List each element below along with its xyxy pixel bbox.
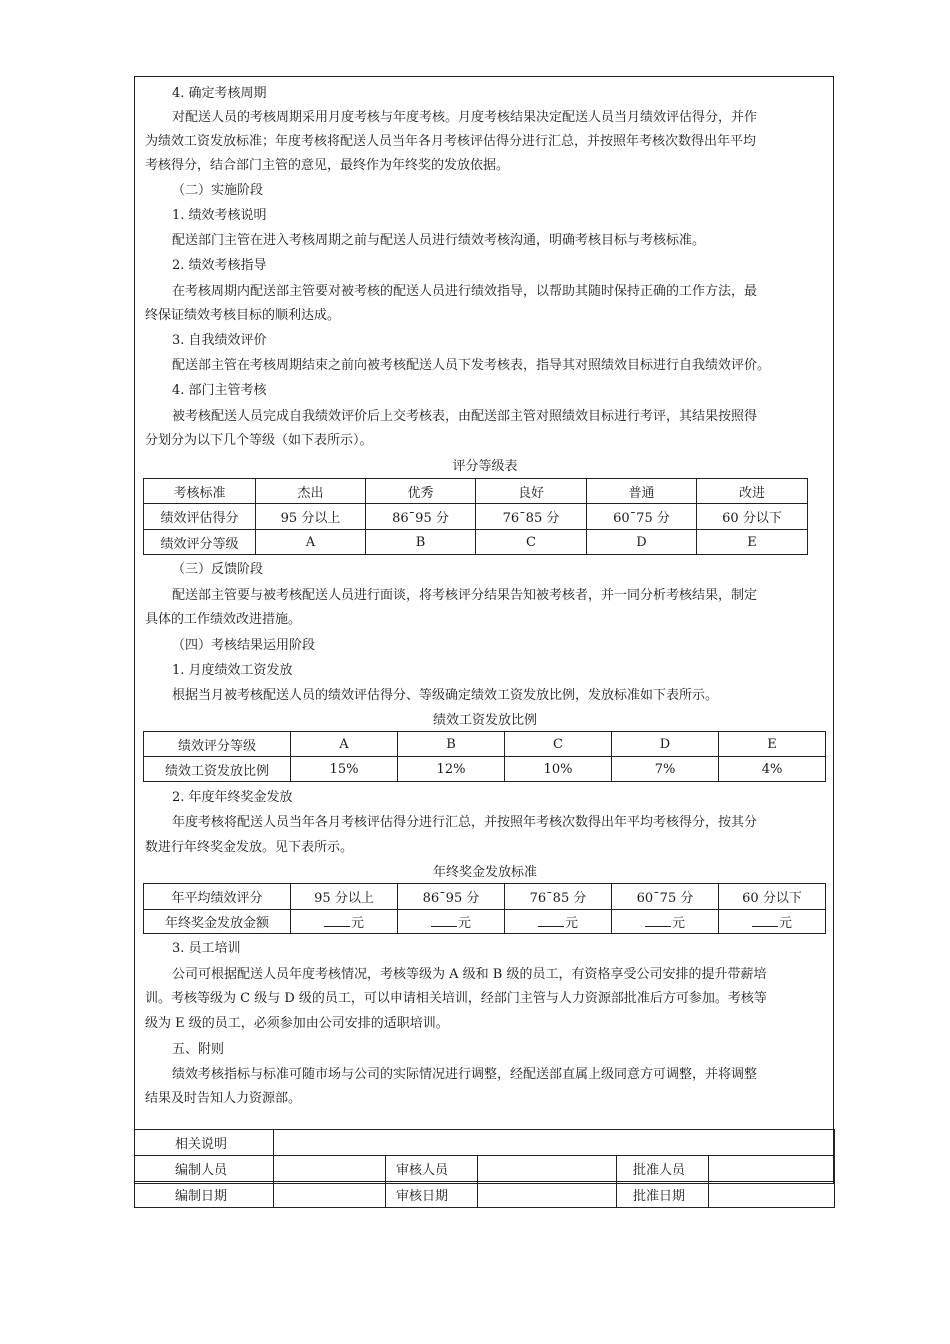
table-cell: 考核标准 [144,479,256,504]
table-row [144,504,808,530]
paragraph-line: 考核得分，结合部门主管的意见，最终作为年终奖的发放依据。 [145,158,510,173]
approver-field[interactable] [709,1156,835,1182]
table-caption-ratio: 绩效工资发放比例 [432,713,537,728]
approver-label: 批准人员 [617,1156,709,1182]
table-caption-bonus: 年终奖金发放标准 [432,865,537,880]
bonus-table [143,883,826,934]
table-cell: 86¯95 分 [398,884,505,910]
paragraph-line: 对配送人员的考核周期采用月度考核与年度考核。月度考核结果决定配送人员当月绩效评估得分，并作 [172,110,758,125]
table-cell: C [476,530,587,555]
table-cell: 年平均绩效评分 [144,884,291,910]
paragraph-line: 配送部主管在考核周期结束之前向被考核配送人员下发考核表，指导其对照绩效目标进行自我绩效评价。 [172,358,771,373]
paragraph-line: 具体的工作绩效改进措施。 [145,612,302,627]
table-cell: 普通 [587,479,697,504]
table-cell: 76¯85 分 [505,884,612,910]
table-cell: C [505,732,612,757]
heading-appendix: 五、附则 [172,1042,225,1057]
paragraph-line: 数进行年终奖金发放。见下表所示。 [145,840,354,855]
table-row [135,1130,835,1156]
approve-date-label: 批准日期 [617,1182,709,1208]
table-cell: 4% [719,757,826,782]
table-cell: E [697,530,808,555]
heading-annual-bonus: 2. 年度年终奖金发放 [172,790,293,805]
table-cell: D [587,530,697,555]
paragraph-line: 被考核配送人员完成自我绩效评价后上交考核表，由配送部主管对照绩效目标进行考评，其结果按照得 [172,409,758,424]
heading-self-evaluation: 3. 自我绩效评价 [172,333,267,348]
unit-label: 元 [564,916,578,931]
paragraph-line: 结果及时告知人力资源部。 [145,1091,302,1106]
document-frame [134,76,834,1204]
table-row [144,479,808,504]
heading-implementation: （二）实施阶段 [172,183,264,198]
table-cell: 优秀 [366,479,476,504]
table-cell: 改进 [697,479,808,504]
heading-manager-review: 4. 部门主管考核 [172,383,267,398]
unit-label: 元 [778,916,792,931]
table-cell: E [719,732,826,757]
table-cell [398,910,505,934]
table-row [144,530,808,555]
amount-blank [324,915,350,927]
unit-label: 元 [350,916,364,931]
paragraph-line: 训。考核等级为 C 级与 D 级的员工，可以申请相关培训，经部门主管与人力资源部批准后方可参加。考核等 [145,991,767,1006]
heading-feedback: （三）反馈阶段 [172,562,264,577]
document-body [135,77,835,1129]
table-cell: B [398,732,505,757]
compile-date-field[interactable] [274,1182,386,1208]
table-cell: 95 分以上 [256,504,366,530]
table-cell: 绩效评分等级 [144,530,256,555]
table-cell: 60¯75 分 [612,884,719,910]
table-cell: 60¯75 分 [587,504,697,530]
table-cell: 76¯85 分 [476,504,587,530]
reviewer-label: 审核人员 [386,1156,478,1182]
table-cell: A [256,530,366,555]
grade-table [143,478,808,555]
compile-date-label: 编制日期 [135,1182,274,1208]
table-cell: 杰出 [256,479,366,504]
table-row [144,757,826,782]
compiler-label: 编制人员 [135,1156,274,1182]
signature-table [134,1129,835,1208]
table-cell: 86¯95 分 [366,504,476,530]
table-cell: B [366,530,476,555]
paragraph-line: 配送部门主管在进入考核周期之前与配送人员进行绩效考核沟通，明确考核目标与考核标准。 [172,233,706,248]
heading-review-explain: 1. 绩效考核说明 [172,208,267,223]
paragraph-line: 为绩效工资发放标准；年度考核将配送人员当年各月考核评估得分进行汇总，并按照年考核次数得出年平均 [145,134,757,149]
table-row [135,1156,835,1182]
review-date-field[interactable] [478,1182,617,1208]
paragraph-line: 分划分为以下几个等级（如下表所示）。 [145,433,373,448]
paragraph-line: 年度考核将配送人员当年各月考核评估得分进行汇总，并按照年考核次数得出年平均考核得分，按其分 [172,815,758,830]
table-cell: 95 分以上 [291,884,398,910]
amount-blank [431,915,457,927]
paragraph-line: 配送部主管要与被考核配送人员进行面谈，将考核评分结果告知被考核者，并一同分析考核结果，制定 [172,588,758,603]
table-cell: 15% [291,757,398,782]
table-cell: 年终奖金发放金额 [144,910,291,934]
compiler-field[interactable] [274,1156,386,1182]
heading-review-guide: 2. 绩效考核指导 [172,258,267,273]
unit-label: 元 [457,916,471,931]
table-cell [505,910,612,934]
heading-result-use: （四）考核结果运用阶段 [172,638,316,653]
review-date-label: 审核日期 [386,1182,478,1208]
paragraph-line: 级为 E 级的员工，必须参加由公司安排的适职培训。 [145,1016,449,1031]
amount-blank [538,915,564,927]
table-cell [612,910,719,934]
pay-ratio-table [143,731,826,782]
paragraph-line: 公司可根据配送人员年度考核情况，考核等级为 A 级和 B 级的员工，有资格享受公司安排的提升带薪培 [172,967,767,982]
table-cell: 绩效评分等级 [144,732,291,757]
heading-training: 3. 员工培训 [172,941,241,956]
reviewer-field[interactable] [478,1156,617,1182]
amount-blank [645,915,671,927]
table-cell: 60 分以下 [697,504,808,530]
table-cell [291,910,398,934]
table-cell: 12% [398,757,505,782]
approve-date-field[interactable] [709,1182,835,1208]
heading-review-cycle: 4. 确定考核周期 [172,86,267,101]
paragraph-line: 绩效考核指标与标准可随市场与公司的实际情况进行调整，经配送部直属上级同意方可调整，并将调整 [172,1067,758,1082]
related-notes-field[interactable] [274,1130,835,1156]
table-cell: 良好 [476,479,587,504]
table-cell [719,910,826,934]
table-cell: 60 分以下 [719,884,826,910]
paragraph-line: 终保证绩效考核目标的顺利达成。 [145,308,341,323]
related-notes-label: 相关说明 [135,1130,274,1156]
table-cell: 绩效工资发放比例 [144,757,291,782]
table-row [135,1182,835,1208]
unit-label: 元 [671,916,685,931]
table-cell: 绩效评估得分 [144,504,256,530]
table-row [144,884,826,910]
table-cell: 10% [505,757,612,782]
table-row [144,732,826,757]
table-cell: A [291,732,398,757]
table-row [144,910,826,934]
table-cell: 7% [612,757,719,782]
amount-blank [752,915,778,927]
heading-monthly-pay: 1. 月度绩效工资发放 [172,663,293,678]
table-cell: D [612,732,719,757]
paragraph-line: 在考核周期内配送部主管要对被考核的配送人员进行绩效指导，以帮助其随时保持正确的工作方法，最 [172,284,758,299]
table-caption-grade: 评分等级表 [452,459,518,474]
paragraph-line: 根据当月被考核配送人员的绩效评估得分、等级确定绩效工资发放比例，发放标准如下表所示。 [172,688,719,703]
